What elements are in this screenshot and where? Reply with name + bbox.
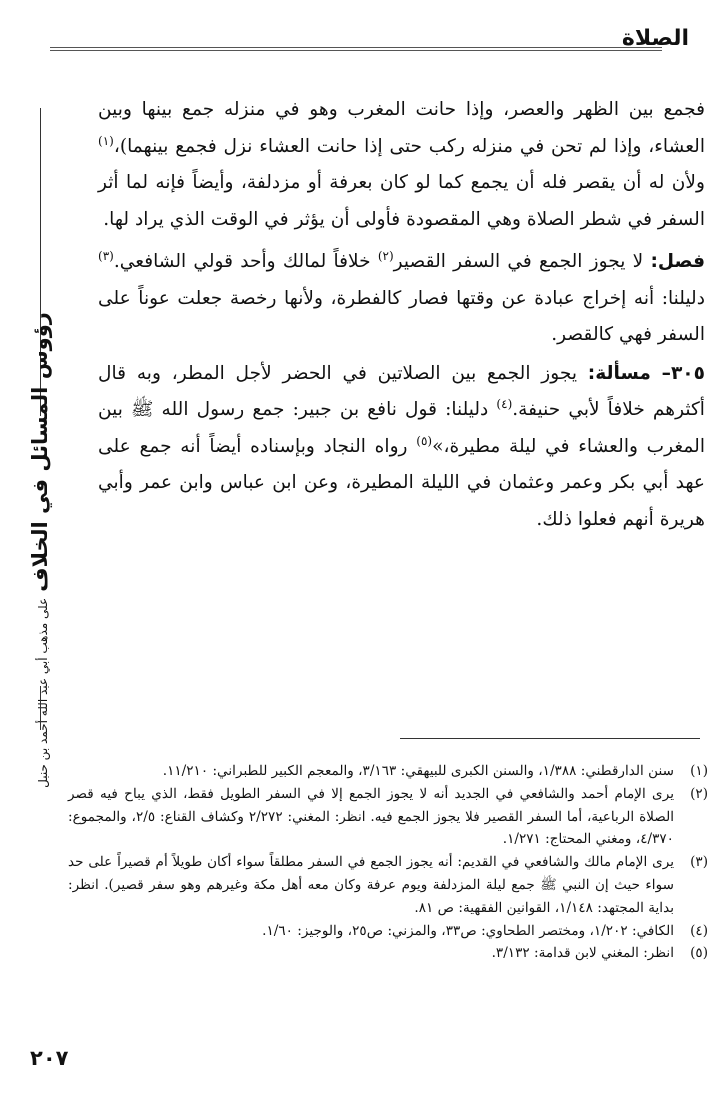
main-text bbox=[98, 92, 705, 540]
paragraph-1: فجمع بين الظهر والعصر، وإذا حانت المغرب وهو في منزله جمع بينها وبين العشاء، وإذا لم تحن في منزله ركب حتى إذا حانت العشاء نزل فجمع بينهما)،$^{(١)}$ ولأن له أن يقصر فله أن يجمع كما لو كان بعرفة أو مزدلفة، وأيضاً فإنه لما أثر السفر في شطر الصلاة وهي المقصودة فأولى أن يؤثر في الوقت الذي يراد لها. bbox=[98, 99, 705, 230]
footnote-ref-1: (١) bbox=[98, 133, 114, 148]
footnote-rule bbox=[400, 738, 700, 739]
header-rule bbox=[50, 47, 662, 48]
fasl-label: فصل: bbox=[650, 251, 705, 272]
footnote-5: (٥) انظر: المغني لابن قدامة: ٣/١٣٢. bbox=[491, 945, 708, 962]
footnotes bbox=[68, 760, 708, 965]
section-fasl: فصل: لا يجوز الجمع في السفر القصير$^{(٢)}$ خلافاً لمالك وأحد قولي الشافعي.$^{(٣)}$ دليلنا: أنه إخراج عبادة عن وقتها فصار كالفطرة، ولأنها رخصة جعلت عوناً على السفر فهي كالقصر. bbox=[98, 248, 705, 345]
book-author: على مذهب أبي عبد الله أحمد بن حنبل bbox=[36, 597, 51, 788]
issue-305: ٣٠٥– مسألة: يجوز الجمع بين الصلاتين في الحضر لأجل المطر، وبه قال أكثرهم خلافاً لأبي حنيفة.$^{(٤)}$ دليلنا: قول نافع بن جبير: جمع رسول الله ﷺ بين المغرب والعشاء في ليلة مطيرة،»$^{(٥)}$ رواه النجاد وبإسناده أيضاً أنه جمع على عهد أبي بكر وعمر وعثمان في الليلة المطيرة، وعن ابن عباس وابن عمر وأبي هريرة أنهم فعلوا ذلك. bbox=[98, 362, 705, 530]
footnote-1: (١) سنن الدارقطني: ١/٣٨٨، والسنن الكبرى للبيهقي: ٣/١٦٣، والمعجم الكبير للطبراني: ١١/٢١٠. bbox=[162, 763, 708, 779]
page-number: ٢٠٧ bbox=[30, 1046, 69, 1070]
footnote-ref-5: (٥) bbox=[416, 433, 433, 448]
footnote-3: (٣) يرى الإمام مالك والشافعي في القديم: أنه يجوز الجمع في السفر مطلقاً سواء أكان طويلاً أم قصيراً على حد سواء حيث إن النبي ﷺ جمع ليلة المزدلفة ويوم عرفة وكان معه أهل مكة وغيرهم وهو سفر قصير). انظر: بداية المجتهد: ١/١٤٨، القوانين الفقهية: ص ٨١. bbox=[68, 854, 708, 916]
footnote-ref-2: (٢) bbox=[377, 248, 394, 263]
footnote-ref-3: (٣) bbox=[98, 248, 114, 263]
issue-number: ٣٠٥– bbox=[661, 362, 705, 384]
side-book-title bbox=[0, 312, 80, 788]
footnote-ref-4: (٤) bbox=[496, 396, 513, 411]
book-title: رؤوس المسائل في الخلاف bbox=[28, 312, 53, 592]
margin-rule-bottom bbox=[40, 686, 41, 730]
footnote-2: (٢) يرى الإمام أحمد والشافعي في الجديد أنه لا يجوز الجمع إلا في السفر الطويل فقط، الذي يباح فيه قصر الصلاة الرباعية، أما السفر القصير فلا يجوز الجمع فيه. انظر: المغني: ٢/٢٧٢ وكشاف القناع: ٢/٥، والمجموع: ٤/٣٧٠، ومغني المحتاج: ١/٢٧١. bbox=[68, 785, 708, 848]
issue-label: مسألة: bbox=[587, 362, 651, 384]
running-head-title: الصلاة bbox=[621, 26, 689, 51]
footnote-4: (٤) الكافي: ١/٢٠٢، ومختصر الطحاوي: ص٣٣، والمزني: ص٢٥، والوجيز: ١/٦٠. bbox=[262, 922, 708, 939]
